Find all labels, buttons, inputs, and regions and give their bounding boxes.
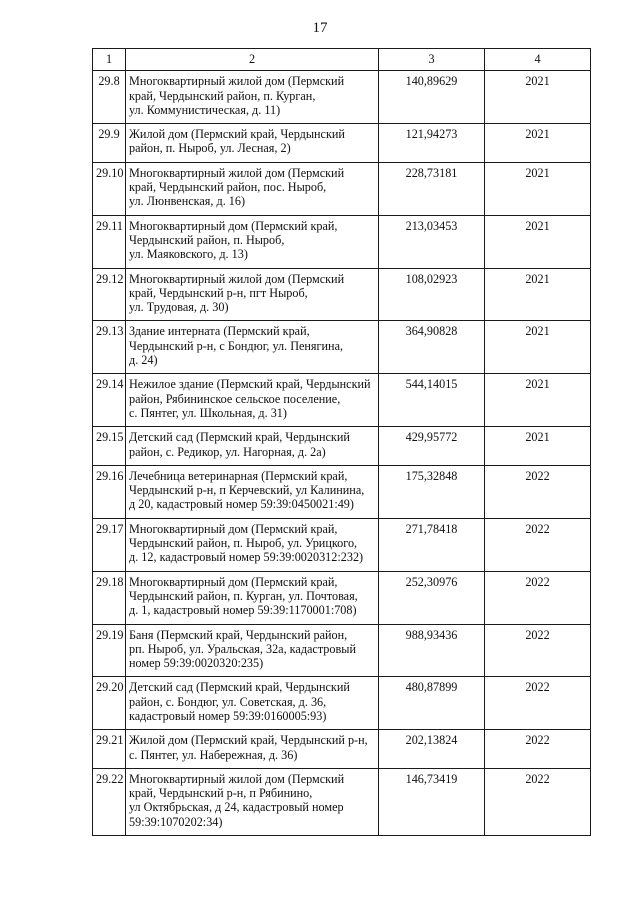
description-line: район, с. Редикор, ул. Нагорная, д. 2а) [129, 444, 326, 459]
area-value: 988,93436 [379, 624, 485, 677]
year-value: 2022 [485, 677, 591, 730]
table-row [93, 215, 591, 268]
row-number: 29.15 [93, 427, 126, 466]
area-value: 228,73181 [379, 162, 485, 215]
table-row [93, 71, 591, 124]
area-value: 213,03453 [379, 215, 485, 268]
year-value: 2022 [485, 571, 591, 624]
object-description [126, 677, 379, 730]
object-description [126, 465, 379, 518]
description-line: д 20, кадастровый номер 59:39:0450021:49) [129, 497, 354, 512]
object-description [126, 321, 379, 374]
table-row [93, 768, 591, 835]
table-row [93, 465, 591, 518]
description-line: край, Чердынский р-н, пгт Ныроб, [129, 285, 308, 300]
area-value: 121,94273 [379, 124, 485, 163]
description-line: Лечебница ветеринарная (Пермский край, [129, 468, 348, 483]
year-value: 2021 [485, 162, 591, 215]
description-line: Жилой дом (Пермский край, Чердынский р-н, [129, 733, 368, 748]
description-line: Чердынский район, п. Курган, ул. Почтовая, [129, 588, 358, 603]
year-value: 2022 [485, 518, 591, 571]
object-description [126, 427, 379, 466]
table-row [93, 427, 591, 466]
description-line: Нежилое здание (Пермский край, Чердынский [129, 377, 371, 392]
table-row [93, 268, 591, 321]
property-table [92, 48, 591, 836]
area-value: 271,78418 [379, 518, 485, 571]
row-number: 29.16 [93, 465, 126, 518]
area-value: 480,87899 [379, 677, 485, 730]
description-line: д. 1, кадастровый номер 59:39:1170001:708) [129, 603, 357, 618]
year-value: 2022 [485, 730, 591, 769]
description-line: ул Октябрьская, д 24, кадастровый номер [129, 800, 344, 815]
row-number: 29.14 [93, 374, 126, 427]
object-description [126, 768, 379, 835]
object-description [126, 268, 379, 321]
row-number: 29.21 [93, 730, 126, 769]
object-description [126, 730, 379, 769]
row-number: 29.9 [93, 124, 126, 163]
year-value: 2021 [485, 124, 591, 163]
object-description [126, 215, 379, 268]
area-value: 175,32848 [379, 465, 485, 518]
table-row [93, 374, 591, 427]
area-value: 252,30976 [379, 571, 485, 624]
header-cell-area: 3 [379, 49, 485, 71]
object-description [126, 518, 379, 571]
description-line: Многоквартирный дом (Пермский край, [129, 521, 338, 536]
year-value: 2022 [485, 465, 591, 518]
area-value: 429,95772 [379, 427, 485, 466]
year-value: 2021 [485, 374, 591, 427]
row-number: 29.10 [93, 162, 126, 215]
description-line: Многоквартирный жилой дом (Пермский [129, 74, 345, 89]
table-row [93, 321, 591, 374]
area-value: 146,73419 [379, 768, 485, 835]
description-line: край, Чердынский район, п. Курган, [129, 88, 316, 103]
description-line: 59:39:1070202:34) [129, 814, 223, 829]
description-line: рп. Ныроб, ул. Уральская, 32а, кадастровый [129, 641, 356, 656]
row-number: 29.12 [93, 268, 126, 321]
description-line: д. 12, кадастровый номер 59:39:0020312:232) [129, 550, 364, 565]
description-line: Чердынский р-н, п Керчевский, ул Калинина, [129, 483, 365, 498]
description-line: район, с. Бондюг, ул. Советская, д. 36, [129, 694, 327, 709]
year-value: 2021 [485, 427, 591, 466]
description-line: Многоквартирный жилой дом (Пермский [129, 271, 345, 286]
description-line: Чердынский район, п. Ныроб, ул. Урицкого, [129, 536, 358, 551]
row-number: 29.22 [93, 768, 126, 835]
description-line: д. 24) [129, 353, 158, 368]
table-row [93, 518, 591, 571]
description-line: Чердынский район, п. Ныроб, [129, 232, 285, 247]
area-value: 108,02923 [379, 268, 485, 321]
description-line: район, п. Ныроб, ул. Лесная, 2) [129, 141, 291, 156]
description-line: край, Чердынский р-н, п Рябинино, [129, 786, 313, 801]
description-line: Баня (Пермский край, Чердынский район, [129, 627, 348, 642]
row-number: 29.18 [93, 571, 126, 624]
object-description [126, 162, 379, 215]
table-row [93, 730, 591, 769]
description-line: ул. Коммунистическая, д. 11) [129, 102, 281, 117]
description-line: Здание интерната (Пермский край, [129, 324, 310, 339]
object-description [126, 571, 379, 624]
row-number: 29.17 [93, 518, 126, 571]
description-line: Многоквартирный жилой дом (Пермский [129, 165, 345, 180]
description-line: номер 59:39:0020320:235) [129, 656, 264, 671]
year-value: 2021 [485, 321, 591, 374]
row-number: 29.11 [93, 215, 126, 268]
description-line: ул. Люнвенская, д. 16) [129, 194, 246, 209]
row-number: 29.13 [93, 321, 126, 374]
description-line: Чердынский р-н, с Бондюг, ул. Пенягина, [129, 338, 344, 353]
description-line: Детский сад (Пермский край, Чердынский [129, 680, 350, 695]
area-value: 202,13824 [379, 730, 485, 769]
header-cell-year: 4 [485, 49, 591, 71]
year-value: 2022 [485, 768, 591, 835]
table-row [93, 677, 591, 730]
table-row [93, 124, 591, 163]
description-line: Многоквартирный дом (Пермский край, [129, 218, 338, 233]
description-line: ул. Маяковского, д. 13) [129, 247, 248, 262]
object-description [126, 624, 379, 677]
description-line: Жилой дом (Пермский край, Чердынский [129, 127, 345, 142]
description-line: Многоквартирный дом (Пермский край, [129, 574, 338, 589]
area-value: 140,89629 [379, 71, 485, 124]
table-row [93, 571, 591, 624]
description-line: край, Чердынский район, пос. Ныроб, [129, 180, 327, 195]
object-description [126, 374, 379, 427]
table-body [93, 49, 591, 836]
description-line: кадастровый номер 59:39:0160005:93) [129, 708, 327, 723]
page-number: 17 [312, 20, 328, 36]
description-line: Детский сад (Пермский край, Чердынский [129, 430, 350, 445]
description-line: район, Рябининское сельское поселение, [129, 391, 341, 406]
year-value: 2022 [485, 624, 591, 677]
description-line: Многоквартирный жилой дом (Пермский [129, 771, 345, 786]
year-value: 2021 [485, 215, 591, 268]
header-row [93, 49, 591, 71]
object-description [126, 124, 379, 163]
row-number: 29.20 [93, 677, 126, 730]
year-value: 2021 [485, 268, 591, 321]
row-number: 29.19 [93, 624, 126, 677]
area-value: 364,90828 [379, 321, 485, 374]
row-number: 29.8 [93, 71, 126, 124]
header-cell-num: 1 [93, 49, 126, 71]
object-description [126, 71, 379, 124]
header-cell-desc: 2 [126, 49, 379, 71]
description-line: с. Пянтег, ул. Набережная, д. 36) [129, 747, 298, 762]
year-value: 2021 [485, 71, 591, 124]
area-value: 544,14015 [379, 374, 485, 427]
description-line: с. Пянтег, ул. Школьная, д. 31) [129, 405, 287, 420]
description-line: ул. Трудовая, д. 30) [129, 300, 229, 315]
table-row [93, 162, 591, 215]
table-row [93, 624, 591, 677]
